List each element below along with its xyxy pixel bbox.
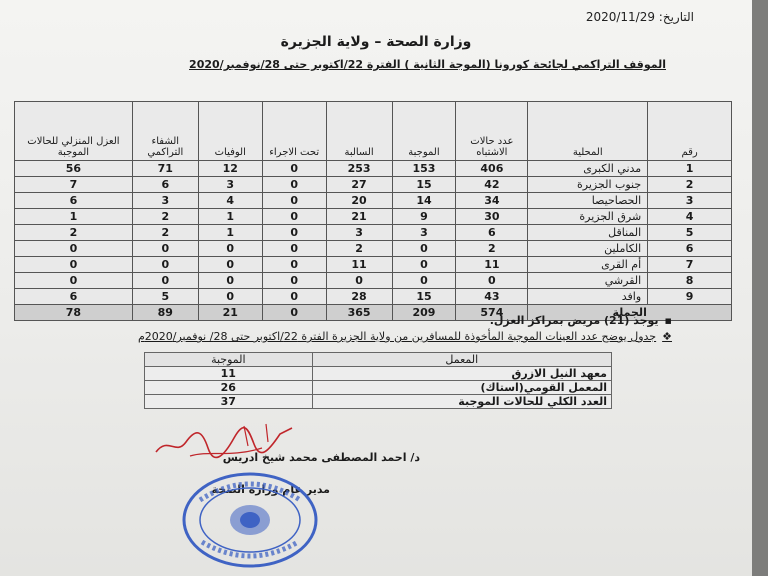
total-cell: 89: [132, 305, 198, 321]
table-cell: 6: [15, 289, 133, 305]
lab-name: العدد الكلي للحالات الموجبة: [312, 395, 611, 409]
table-row: [15, 177, 732, 193]
total-cell: 21: [198, 305, 262, 321]
table-cell: 1: [15, 209, 133, 225]
header-cell: المحلية: [528, 102, 648, 161]
table-cell: 3: [392, 225, 456, 241]
locality-name: الحصاحيصا: [528, 193, 648, 209]
table-cell: 2: [326, 241, 392, 257]
report-subtitle: الموقف التراكمي لجائحة كورونا (الموجة الثانية ) الفترة 22/اكتوبر حتى 28/نوفمبر/2020: [189, 58, 666, 71]
table-cell: 253: [326, 161, 392, 177]
labs-header-row: [145, 353, 612, 367]
table-cell: 0: [262, 273, 326, 289]
locality-name: القرشي: [528, 273, 648, 289]
table-cell: 7: [15, 177, 133, 193]
table-cell: 0: [15, 273, 133, 289]
table-cell: 71: [132, 161, 198, 177]
table-cell: 56: [15, 161, 133, 177]
table-cell: 34: [456, 193, 528, 209]
cases-table: [14, 101, 732, 321]
header-cell: الشفاء التراكمي: [132, 102, 198, 161]
cases-header-row: [15, 102, 732, 161]
table-cell: 3: [648, 193, 732, 209]
table-cell: 0: [262, 177, 326, 193]
table-cell: 6: [456, 225, 528, 241]
labs-table: [144, 352, 612, 409]
table-row: [145, 381, 612, 395]
table-row: [15, 193, 732, 209]
table-row: [15, 225, 732, 241]
table-cell: 3: [132, 193, 198, 209]
header-cell: العزل المنزلي للحالات الموجبة: [15, 102, 133, 161]
table-cell: 1: [648, 161, 732, 177]
table-cell: 0: [392, 257, 456, 273]
table-cell: 20: [326, 193, 392, 209]
table-cell: 21: [326, 209, 392, 225]
locality-name: الكاملين: [528, 241, 648, 257]
header-cell: الوفيات: [198, 102, 262, 161]
table-row: [145, 367, 612, 381]
lab-name: معهد النيل الازرق: [312, 367, 611, 381]
table-row: [15, 241, 732, 257]
header-cell: رقم: [648, 102, 732, 161]
table-cell: 0: [15, 257, 133, 273]
table-cell: 1: [198, 209, 262, 225]
header-cell: السالبة: [326, 102, 392, 161]
table-cell: 0: [262, 161, 326, 177]
table-row: [15, 161, 732, 177]
lab-positive-count: 26: [145, 381, 313, 395]
total-cell: 209: [392, 305, 456, 321]
locality-name: جنوب الجزيرة: [528, 177, 648, 193]
lab-positive-count: 11: [145, 367, 313, 381]
total-cell: 0: [262, 305, 326, 321]
lab-name: المعمل القومي(استاك): [312, 381, 611, 395]
lab-positive-count: 37: [145, 395, 313, 409]
table-cell: 43: [456, 289, 528, 305]
table-cell: 5: [648, 225, 732, 241]
table-cell: 4: [198, 193, 262, 209]
header-cell: المعمل: [312, 353, 611, 367]
table-cell: 0: [15, 241, 133, 257]
isolation-note-text: يوجد (21) مريض بمراكز العزل.: [489, 314, 659, 327]
isolation-note: [490, 314, 672, 327]
table-cell: 9: [648, 289, 732, 305]
table-cell: 14: [392, 193, 456, 209]
table-cell: 0: [262, 193, 326, 209]
table-cell: 0: [326, 273, 392, 289]
table-row: [15, 257, 732, 273]
table-cell: 2: [132, 225, 198, 241]
table-cell: 3: [198, 177, 262, 193]
header-cell: الموجبة: [145, 353, 313, 367]
header-cell: الموجبة: [392, 102, 456, 161]
table-cell: 0: [132, 257, 198, 273]
header-cell: عدد حالات الاشتباه: [456, 102, 528, 161]
header-cell: تحت الاجراء: [262, 102, 326, 161]
table-cell: 3: [326, 225, 392, 241]
table-cell: 153: [392, 161, 456, 177]
total-cell: 78: [15, 305, 133, 321]
table-cell: 0: [132, 273, 198, 289]
table-cell: 0: [198, 273, 262, 289]
table-cell: 0: [392, 273, 456, 289]
ministry-heading: وزارة الصحة – ولاية الجزيرة: [280, 34, 472, 50]
official-stamp: [180, 470, 320, 570]
locality-name: المناقل: [528, 225, 648, 241]
table-cell: 406: [456, 161, 528, 177]
table-cell: 28: [326, 289, 392, 305]
table-cell: 0: [262, 209, 326, 225]
table-cell: 11: [326, 257, 392, 273]
locality-name: شرق الجزيرة: [528, 209, 648, 225]
table-cell: 0: [132, 241, 198, 257]
labs-caption: [138, 330, 672, 343]
labs-caption-text: جدول يوضح عدد العينات الموجبة المأخوذة للمسافرين من ولاية الجزيرة الفترة 22/اكتوبر حتى 28/ نوفمبر/2020م: [137, 330, 657, 343]
locality-name: وافد: [528, 289, 648, 305]
total-label: الجملة: [528, 305, 732, 321]
report-date: التاريخ: 2020/11/29: [585, 10, 694, 24]
table-row: [15, 273, 732, 289]
table-cell: 15: [392, 177, 456, 193]
bullet-icon: ▪: [664, 314, 672, 327]
table-cell: 8: [648, 273, 732, 289]
table-cell: 0: [198, 257, 262, 273]
table-cell: 2: [648, 177, 732, 193]
table-cell: 6: [132, 177, 198, 193]
table-row: [145, 395, 612, 409]
table-cell: 0: [198, 289, 262, 305]
table-cell: 2: [456, 241, 528, 257]
table-cell: 6: [648, 241, 732, 257]
table-cell: 2: [132, 209, 198, 225]
table-cell: 12: [198, 161, 262, 177]
total-cell: 365: [326, 305, 392, 321]
table-row: [15, 209, 732, 225]
table-cell: 9: [392, 209, 456, 225]
table-cell: 0: [198, 241, 262, 257]
table-cell: 1: [198, 225, 262, 241]
signer-title: مدير عام وزارة الصحة: [211, 483, 330, 496]
table-cell: 42: [456, 177, 528, 193]
signer-name: د/ احمد المصطفى محمد شيخ ادريس: [222, 451, 420, 464]
table-cell: 5: [132, 289, 198, 305]
table-cell: 4: [648, 209, 732, 225]
locality-name: أم القرى: [528, 257, 648, 273]
table-cell: 0: [262, 257, 326, 273]
table-cell: 11: [456, 257, 528, 273]
table-cell: 0: [262, 241, 326, 257]
table-cell: 2: [15, 225, 133, 241]
table-cell: 0: [456, 273, 528, 289]
table-cell: 0: [262, 225, 326, 241]
total-cell: 574: [456, 305, 528, 321]
locality-name: مدني الكبرى: [528, 161, 648, 177]
table-cell: 0: [262, 289, 326, 305]
table-row: [15, 289, 732, 305]
table-cell: 27: [326, 177, 392, 193]
diamond-bullet-icon: ❖: [662, 330, 672, 343]
table-cell: 15: [392, 289, 456, 305]
table-cell: 30: [456, 209, 528, 225]
table-cell: 0: [392, 241, 456, 257]
table-cell: 7: [648, 257, 732, 273]
table-cell: 6: [15, 193, 133, 209]
